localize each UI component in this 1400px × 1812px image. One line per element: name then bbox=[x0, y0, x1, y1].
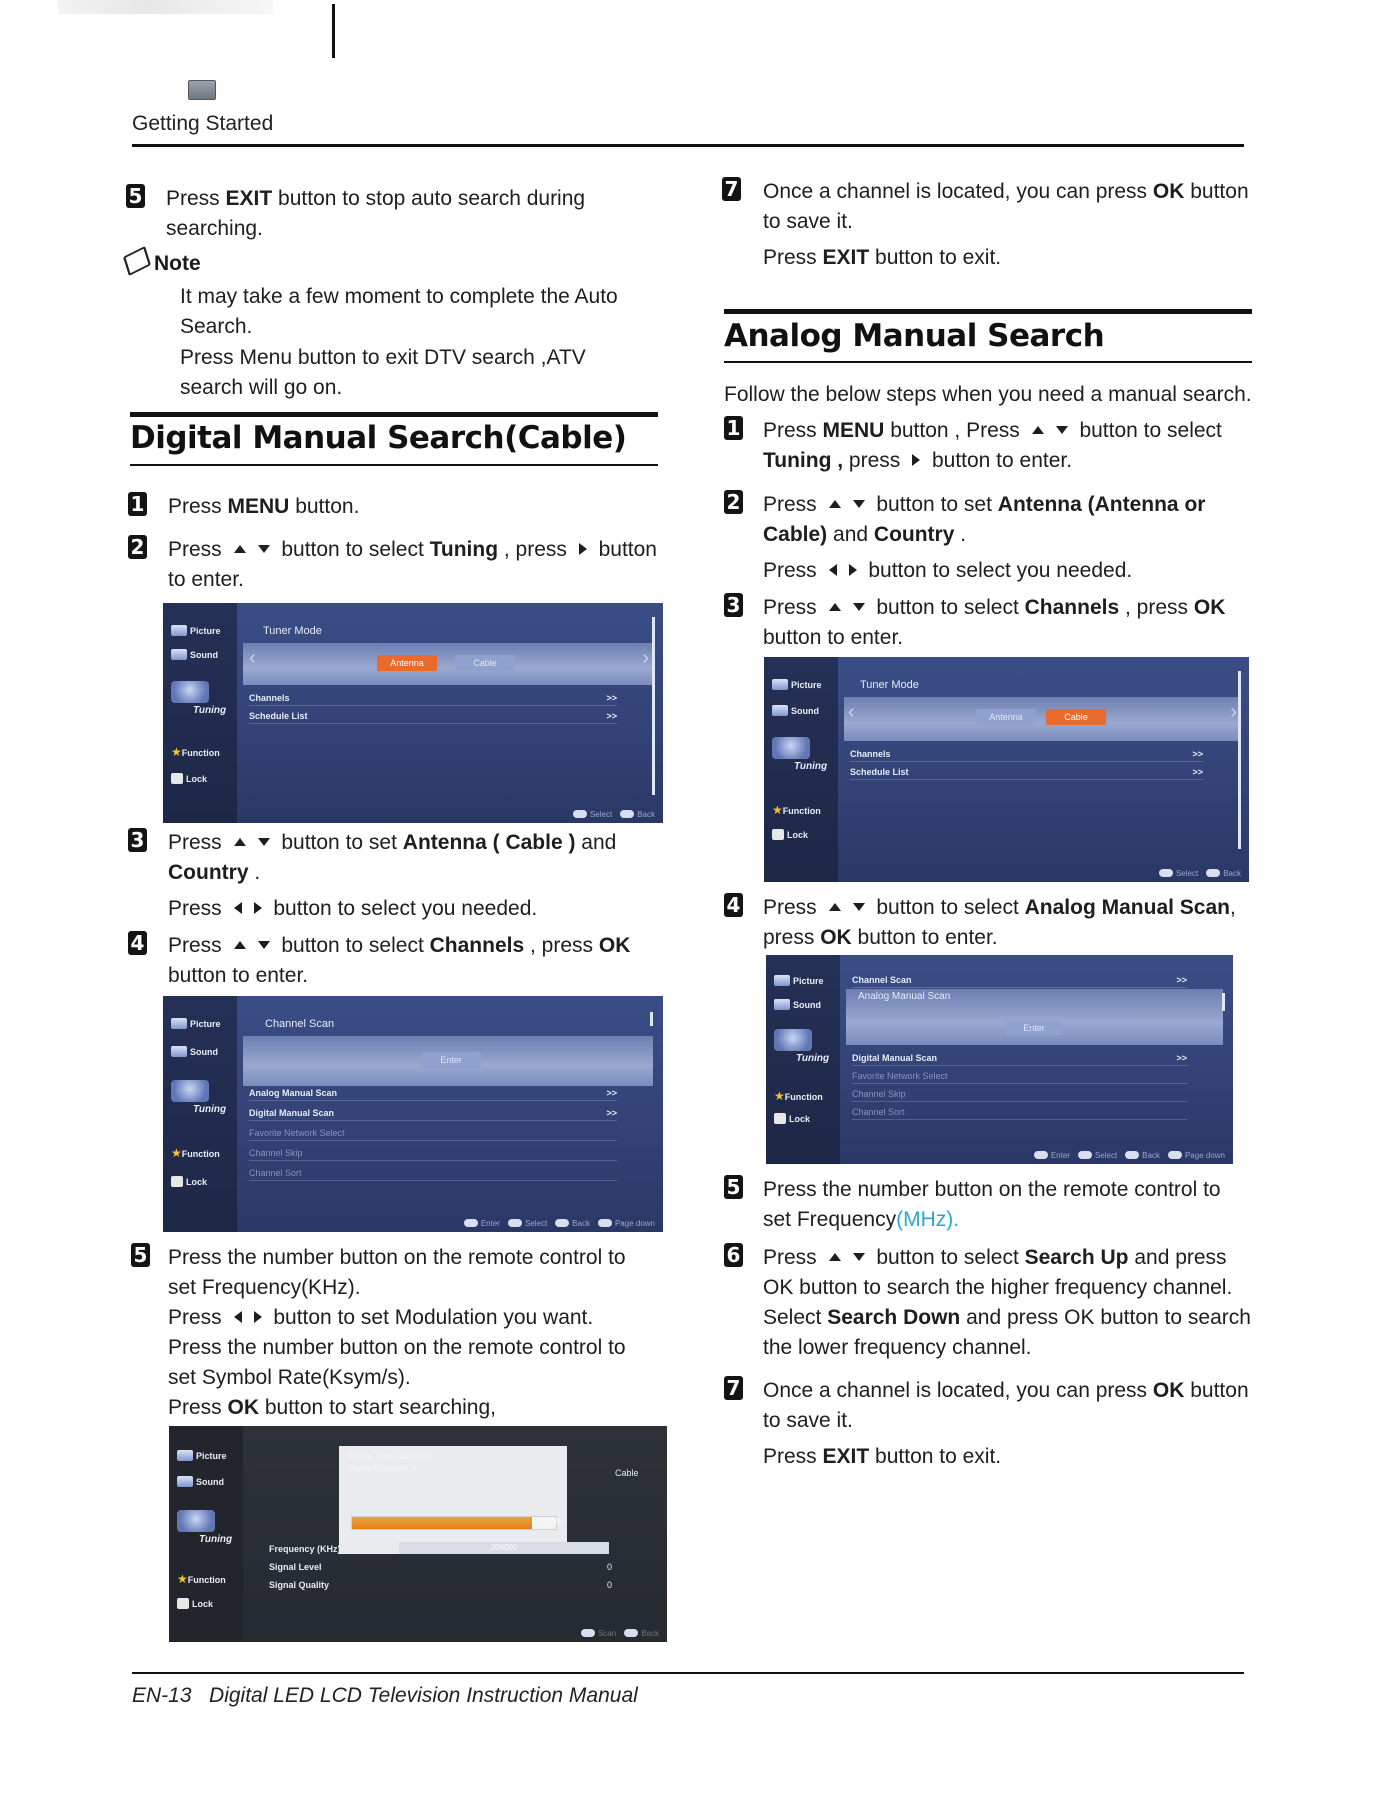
section-rule-bottom bbox=[130, 464, 658, 466]
tv-menu-lock: Lock bbox=[171, 773, 207, 784]
tv-row: Channels >> bbox=[249, 693, 617, 706]
step-number: 3 bbox=[724, 593, 743, 617]
step-number: 1 bbox=[724, 416, 743, 440]
tv-row: Channel Scan >> bbox=[852, 975, 1187, 988]
tv-footer-hints: Select Back bbox=[565, 810, 655, 819]
tv-menu-function: ★Function bbox=[171, 745, 220, 759]
header-rule bbox=[132, 144, 1244, 147]
step-number: 4 bbox=[128, 931, 147, 955]
tv-highlight-band bbox=[844, 697, 1239, 741]
tv-row: Digital Manual Scan >> bbox=[249, 1108, 617, 1121]
step-text: Press button to set Antenna (Antenna or Cable) and Country . bbox=[763, 493, 1206, 546]
section-rule-bottom bbox=[724, 361, 1252, 363]
step-text: Press the number button on the remote control to set Frequency(KHz). bbox=[168, 1246, 626, 1299]
tv-label: Tuner Mode bbox=[860, 679, 919, 691]
tv-menu-screenshot bbox=[163, 603, 663, 823]
lock-icon bbox=[772, 829, 784, 840]
step-text: Press button to select Tuning , press button to enter. bbox=[168, 538, 657, 591]
tv-scrollbar bbox=[1222, 993, 1225, 1011]
footer-rule bbox=[132, 1672, 1244, 1674]
tv-row: Schedule List >> bbox=[249, 711, 617, 724]
tv-row: Favorite Network Select bbox=[249, 1128, 617, 1141]
step-number: 1 bbox=[128, 492, 147, 516]
tv-row: Analog Manual Scan >> bbox=[249, 1088, 617, 1101]
tv-footer-hints: Enter Select Back Page down bbox=[1026, 1151, 1225, 1160]
pencil-icon bbox=[123, 246, 151, 276]
tv-row: Digital Manual Scan >> bbox=[852, 1053, 1187, 1066]
tv-scrollbar bbox=[650, 1012, 653, 1026]
section-header: Getting Started bbox=[132, 112, 274, 135]
up-arrow-icon bbox=[234, 545, 246, 553]
tv-enter-button: Enter bbox=[1006, 1021, 1062, 1035]
tv-menu-screenshot: Picture Sound Tuning ★Function Lock Channel Scan >> Analog Manual Scan Enter Digital Manual Scan >> Favorite Network Select Channel Skip Channel Sort Enter Select Back Page down bbox=[766, 955, 1233, 1164]
header-blur-strip bbox=[58, 0, 273, 14]
tv-label: Channel Scan bbox=[265, 1018, 335, 1030]
step-text: Press button to select Channels , press OK button to enter. bbox=[168, 934, 631, 987]
step-text: Once a channel is located, you can press OK button to save it. bbox=[763, 180, 1249, 233]
header-thumbnail-icon bbox=[188, 80, 216, 100]
step-text: Press MENU button , Press button to select Tuning , press button to enter. bbox=[763, 419, 1222, 472]
tv-menu-screenshot bbox=[163, 996, 663, 1232]
step-number: 2 bbox=[724, 490, 743, 514]
tv-footer-hints: Select Back bbox=[1151, 869, 1241, 878]
note-title: Note bbox=[126, 250, 201, 276]
lock-icon bbox=[171, 773, 183, 784]
star-icon: ★ bbox=[772, 803, 783, 817]
tv-antenna-button: Antenna bbox=[976, 709, 1036, 725]
step-number: 3 bbox=[128, 828, 147, 852]
step-text: Press OK button to start searching, bbox=[168, 1396, 496, 1419]
step-number: 5 bbox=[724, 1175, 743, 1199]
chevron-left-icon: ‹ bbox=[848, 701, 855, 723]
tv-antenna-button: Antenna bbox=[377, 655, 437, 671]
tv-highlight-band bbox=[243, 643, 653, 685]
intro-text: Follow the below steps when you need a manual search. bbox=[724, 383, 1252, 406]
star-icon: ★ bbox=[774, 1089, 785, 1103]
tv-enter-button: Enter bbox=[421, 1052, 481, 1068]
tv-footer-hints: Enter Select Back Page down bbox=[456, 1219, 655, 1228]
chevron-left-icon: ‹ bbox=[249, 647, 256, 669]
step-number: 2 bbox=[128, 535, 147, 559]
step-number: 6 bbox=[724, 1243, 743, 1267]
tv-sidebar: Picture Sound Tuning ★Function Lock bbox=[764, 657, 838, 882]
section-rule-top bbox=[130, 412, 658, 417]
section-title: Analog Manual Search bbox=[724, 318, 1105, 354]
step-text: Press button to select you needed. bbox=[168, 897, 538, 920]
tv-row: Channel Skip bbox=[249, 1148, 617, 1161]
tv-progress-bar bbox=[351, 1516, 557, 1530]
step-text: Press button to select Channels , press OK button to enter. bbox=[763, 596, 1226, 649]
step-text: Press button to select Search Up and press OK button to search the higher frequency channel. bbox=[763, 1246, 1233, 1299]
step-text: Press button to select Analog Manual Scan, press OK button to enter. bbox=[763, 896, 1236, 949]
chevron-right-icon: › bbox=[642, 647, 649, 669]
section-title: Digital Manual Search(Cable) bbox=[130, 420, 627, 456]
right-arrow-icon bbox=[254, 902, 262, 914]
left-arrow-icon bbox=[234, 902, 242, 914]
star-icon: ★ bbox=[177, 1572, 188, 1586]
star-icon: ★ bbox=[171, 1146, 182, 1160]
section-rule-top bbox=[724, 309, 1252, 314]
tv-frequency-field: 306000 bbox=[399, 1542, 609, 1554]
step-text: Once a channel is located, you can press OK button to save it. bbox=[763, 1379, 1249, 1432]
lock-icon bbox=[177, 1598, 189, 1609]
tv-menu-sound: Sound bbox=[171, 649, 218, 660]
note-line: Press Menu button to exit DTV search ,ATV search will go on. bbox=[180, 346, 586, 399]
step-text: Press the number button on the remote control to set Symbol Rate(Ksym/s). bbox=[168, 1336, 626, 1389]
step-text: Press MENU button. bbox=[168, 495, 360, 518]
step-text: Press EXIT button to stop auto search during searching. bbox=[166, 187, 586, 240]
step-text: Press button to set Antenna ( Cable ) and Country . bbox=[168, 831, 617, 884]
step-number: 4 bbox=[724, 893, 743, 917]
tv-row: Channel Skip bbox=[852, 1089, 1187, 1102]
tv-scrollbar bbox=[1238, 671, 1241, 849]
header-vertical-bar bbox=[332, 4, 335, 58]
footer-text: EN-13 Digital LED LCD Television Instruction Manual bbox=[132, 1684, 638, 1707]
step-text: Press EXIT button to exit. bbox=[763, 1445, 1002, 1468]
step-text: Press the number button on the remote control to set Frequency(MHz). bbox=[763, 1178, 1221, 1231]
lock-icon bbox=[171, 1176, 183, 1187]
tv-scan-screenshot: Picture Sound Tuning ★Function Lock Status: Scan Complete Digital Channels: 0 100% Cable Frequency (KHz) 306000 Signal Level 0 Signal Quality 0 Scan Back bbox=[169, 1426, 667, 1642]
tv-row: Channels >> bbox=[850, 749, 1203, 762]
tv-row: Favorite Network Select bbox=[852, 1071, 1187, 1084]
right-arrow-icon bbox=[579, 543, 587, 555]
tv-cable-button: Cable bbox=[455, 655, 515, 671]
tv-scrollbar bbox=[652, 617, 655, 795]
down-arrow-icon bbox=[258, 545, 270, 553]
step-text: Press EXIT button to exit. bbox=[763, 246, 1002, 269]
step-number: 5 bbox=[126, 184, 145, 208]
tv-menu-screenshot bbox=[764, 657, 1249, 882]
tv-menu-picture: Picture bbox=[171, 625, 221, 636]
step-text: Press button to select you needed. bbox=[763, 559, 1133, 582]
step-text: Select Search Down and press OK button to search the lower frequency channel. bbox=[763, 1306, 1251, 1359]
tv-row: Schedule List >> bbox=[850, 767, 1203, 780]
tv-sidebar: Picture Sound Tuning ★Function Lock bbox=[169, 1426, 243, 1642]
tv-footer-hints: Scan Back bbox=[573, 1629, 659, 1638]
tv-menu-tuning: Tuning bbox=[171, 681, 226, 716]
tv-label: Tuner Mode bbox=[263, 625, 322, 637]
note-line: It may take a few moment to complete the Auto Search. bbox=[180, 285, 618, 338]
chevron-right-icon: › bbox=[1230, 701, 1237, 723]
tv-row: Channel Sort bbox=[852, 1107, 1187, 1120]
tv-sidebar: Picture Sound Tuning ★Function Lock bbox=[163, 996, 237, 1232]
tv-row: Channel Sort bbox=[249, 1168, 617, 1181]
star-icon: ★ bbox=[171, 745, 182, 759]
tv-cable-button: Cable bbox=[1046, 709, 1106, 725]
step-number: 7 bbox=[722, 177, 741, 201]
tv-sidebar bbox=[163, 603, 237, 823]
step-number: 7 bbox=[724, 1376, 743, 1400]
step-text: Press button to set Modulation you want. bbox=[168, 1306, 594, 1329]
tv-sidebar: Picture Sound Tuning ★Function Lock bbox=[766, 955, 840, 1164]
lock-icon bbox=[774, 1113, 786, 1124]
tv-status-panel: Status: Scan Complete Digital Channels: 0 100% bbox=[339, 1446, 567, 1554]
step-number: 5 bbox=[131, 1243, 150, 1267]
